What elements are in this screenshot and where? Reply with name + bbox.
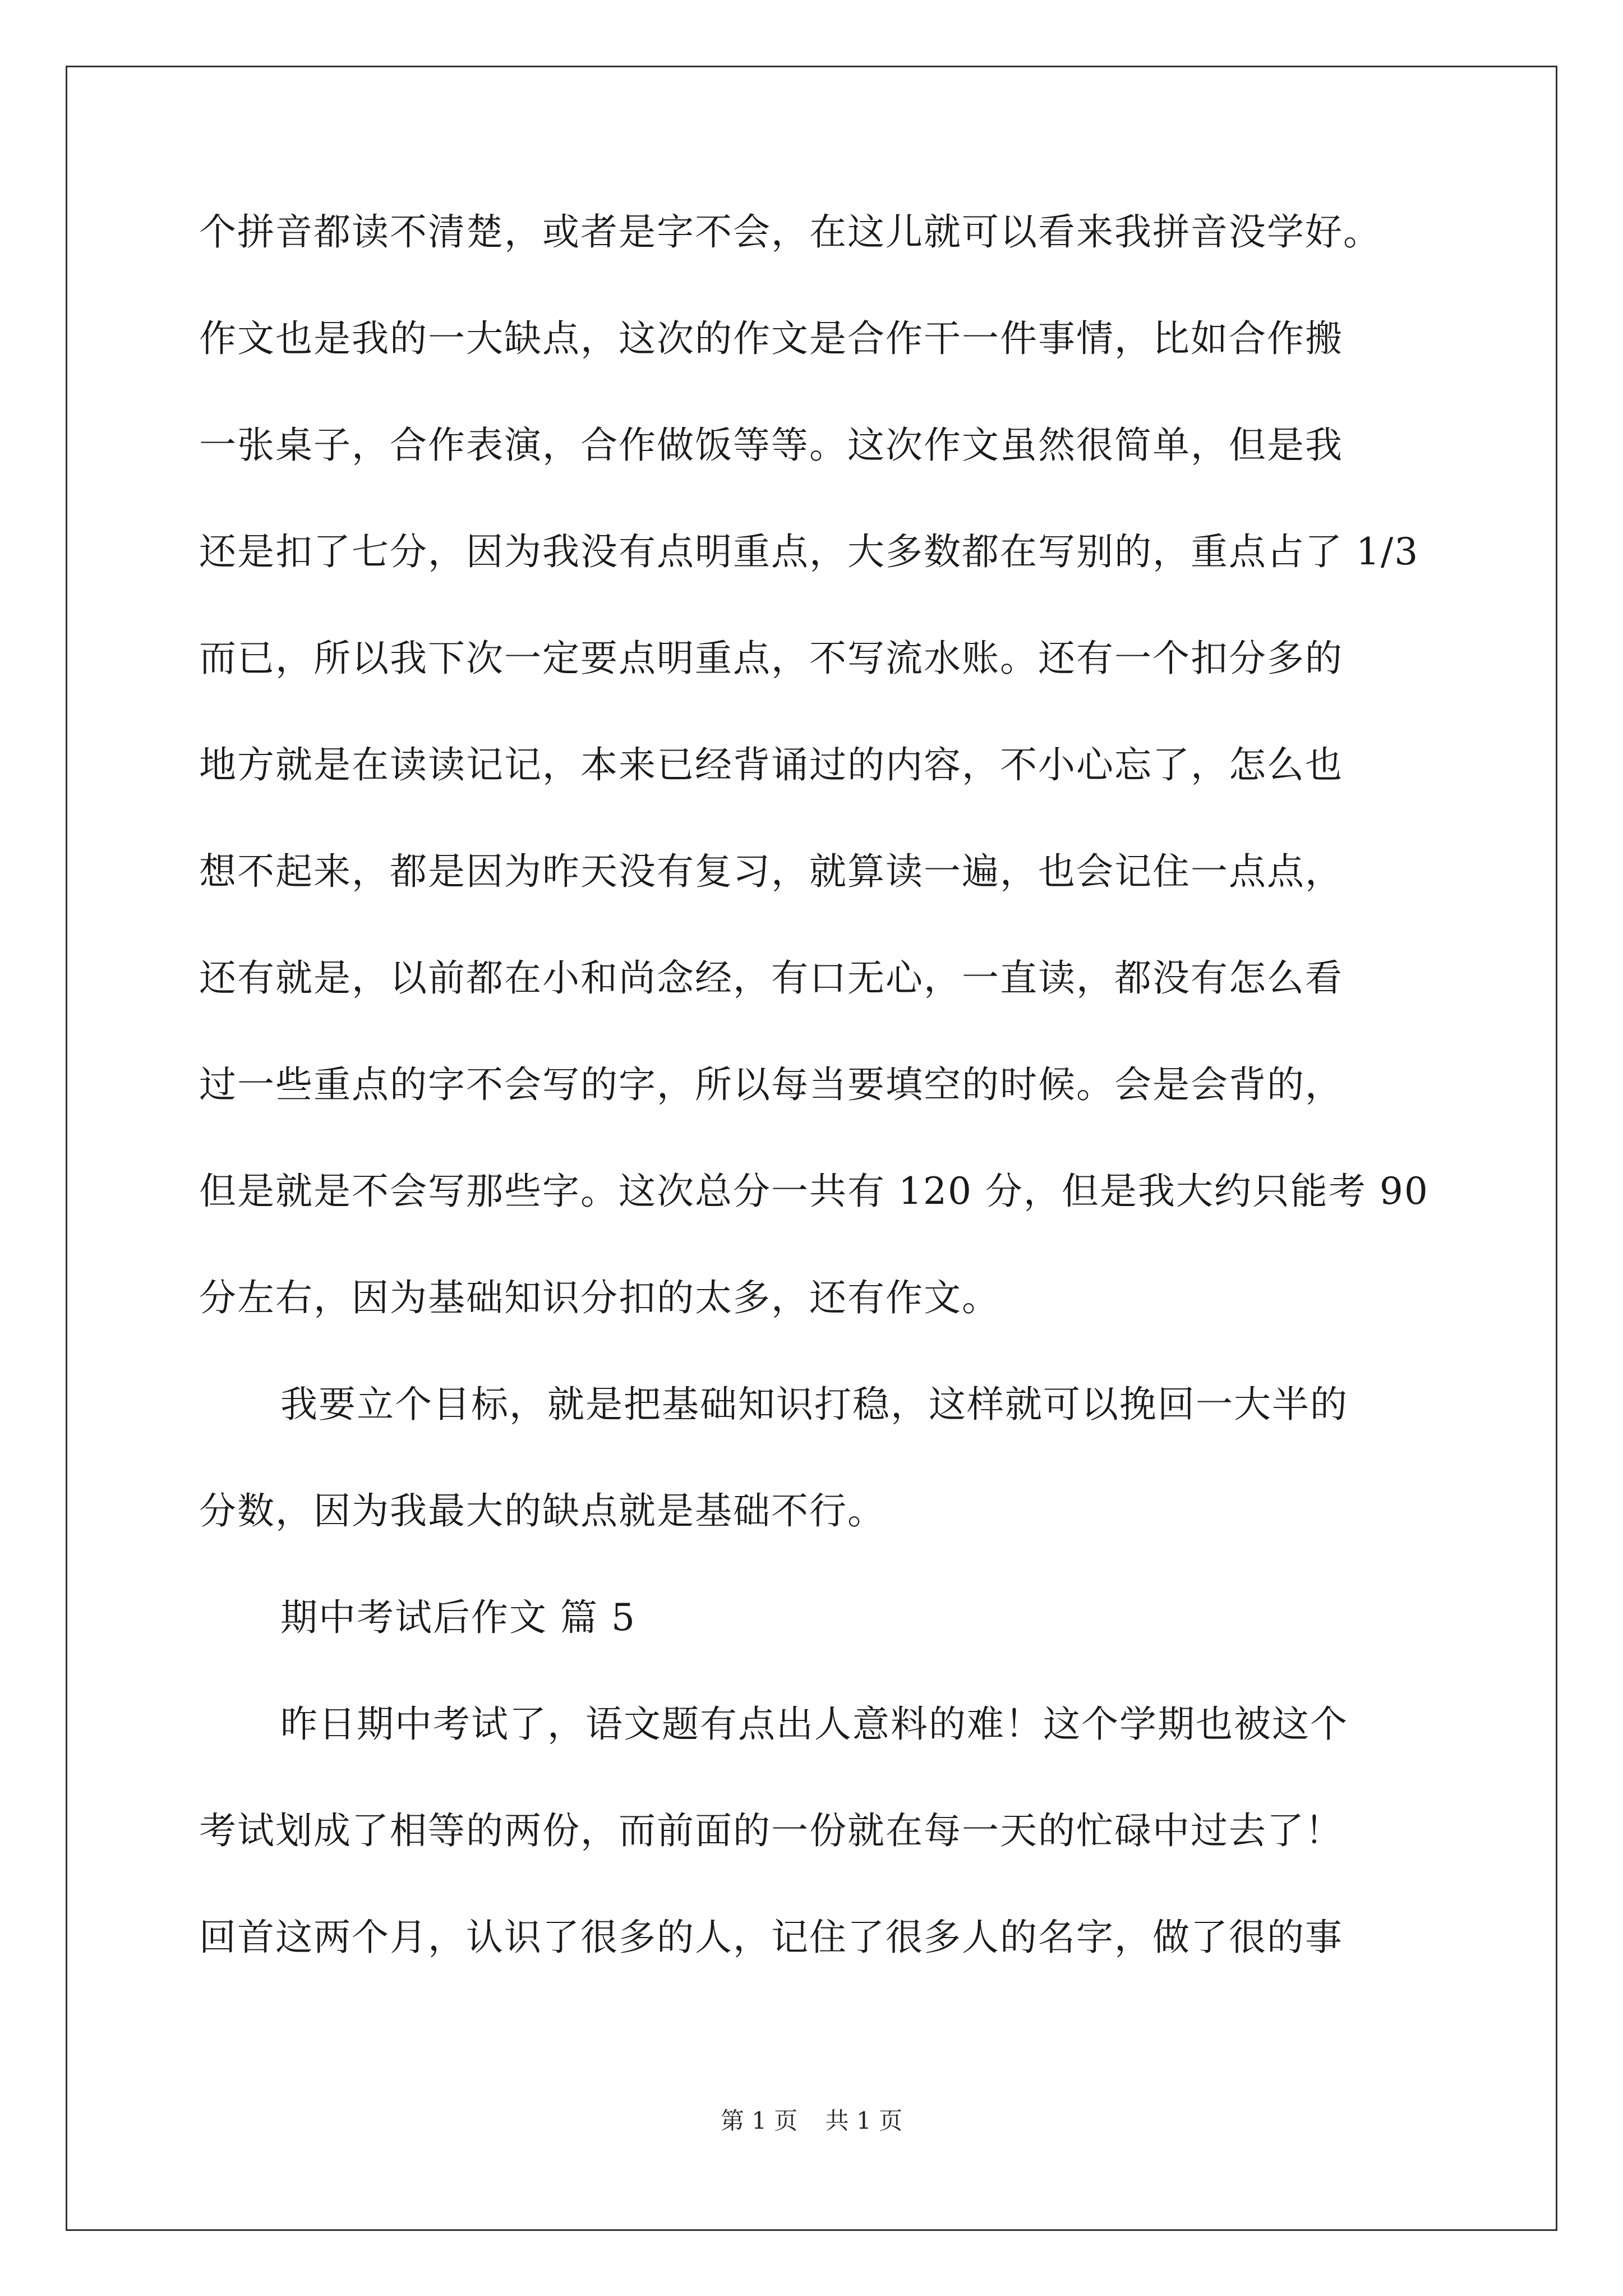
body-line: 但是就是不会写那些字。这次总分一共有 120 分，但是我大约只能考 90 (199, 1170, 1429, 1213)
paragraph-first-line: 我要立个目标，就是把基础知识打稳，这样就可以挽回一大半的 (280, 1383, 1348, 1426)
page-number: 第 1 页 (720, 2107, 798, 2134)
body-line: 还有就是，以前都在小和尚念经，有口无心，一直读，都没有怎么看 (199, 956, 1343, 1000)
body-line: 回首这两个月，认识了很多的人，记住了很多人的名字，做了很的事 (199, 1916, 1343, 1959)
body-line: 作文也是我的一大缺点，这次的作文是合作干一件事情，比如合作搬 (199, 317, 1343, 360)
body-line: 一张桌子，合作表演，合作做饭等等。这次作文虽然很简单，但是我 (199, 424, 1343, 467)
page-border (66, 66, 1557, 2231)
section-heading: 期中考试后作文 篇 5 (280, 1596, 636, 1639)
body-line: 地方就是在读读记记，本来已经背诵过的内容，不小心忘了，怎么也 (199, 743, 1343, 786)
body-line: 个拼音都读不清楚，或者是字不会，在这儿就可以看来我拼音没学好。 (199, 210, 1381, 254)
body-line: 考试划成了相等的两份，而前面的一份就在每一天的忙碌中过去了！ (199, 1809, 1343, 1852)
page-total: 共 1 页 (825, 2107, 903, 2134)
body-line: 还是扣了七分，因为我没有点明重点，大多数都在写别的，重点占了 1/3 (199, 530, 1419, 573)
body-line: 分数，因为我最大的缺点就是基础不行。 (199, 1489, 886, 1533)
body-line: 分左右，因为基础知识分扣的太多，还有作文。 (199, 1276, 1000, 1319)
page-footer (0, 2102, 1623, 2136)
body-line: 而已，所以我下次一定要点明重点，不写流水账。还有一个扣分多的 (199, 637, 1343, 680)
body-line: 想不起来，都是因为昨天没有复习，就算读一遍，也会记住一点点， (199, 850, 1343, 893)
paragraph-first-line: 昨日期中考试了，语文题有点出人意料的难！这个学期也被这个 (280, 1703, 1348, 1746)
body-line: 过一些重点的字不会写的字，所以每当要填空的时候。会是会背的， (199, 1063, 1343, 1106)
